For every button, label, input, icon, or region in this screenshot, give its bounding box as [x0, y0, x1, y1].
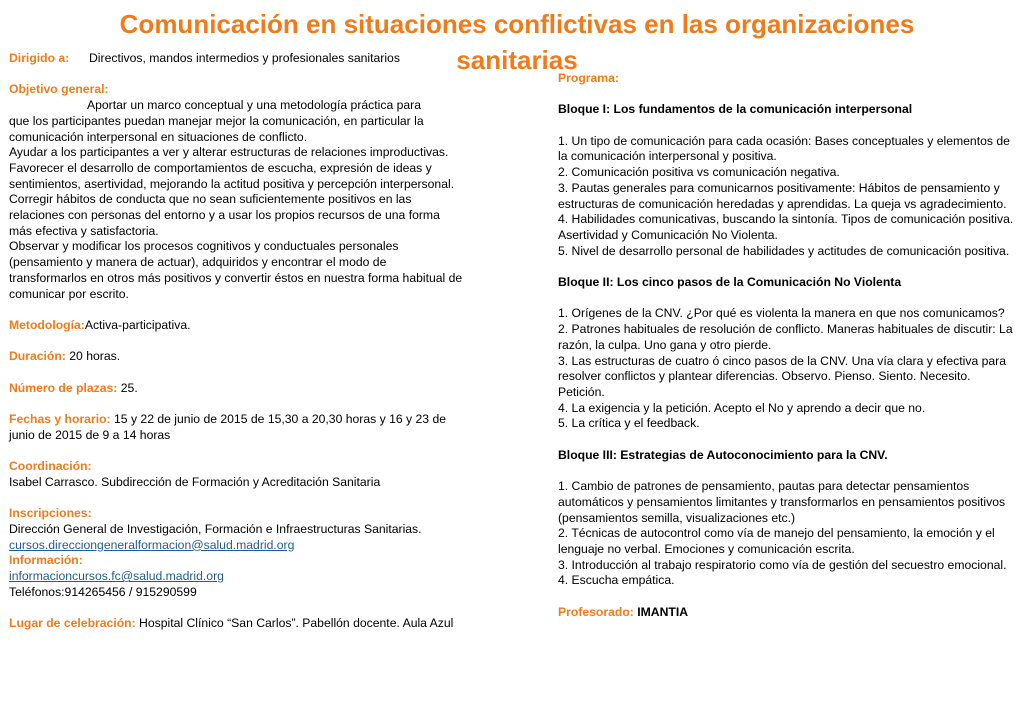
informacion-email-link[interactable]: informacioncursos.fc@salud.madrid.org [9, 569, 224, 584]
program-item: 1. Orígenes de la CNV. ¿Por qué es violenta la manera en que nos comunicamos? [558, 306, 1005, 321]
coordinacion-value: Isabel Carrasco. Subdirección de Formación y Acreditación Sanitaria [9, 474, 381, 489]
left-column [9, 51, 464, 632]
metodologia-row [9, 318, 464, 334]
objetivo-first-line: Aportar un marco conceptual y una metodología práctica para [87, 98, 421, 113]
dirigido-value: Directivos, mandos intermedios y profesionales sanitarios [89, 51, 400, 65]
profesorado-value: IMANTIA [633, 604, 689, 619]
fechas-value: 15 y 22 de junio de 2015 de 15,30 a 20,30 horas y 16 y 23 de junio de 2015 de 9 a 14 horas [9, 412, 447, 442]
fechas-label: Fechas y horario: [9, 412, 111, 427]
lugar-row [9, 616, 464, 632]
page-title: Comunicación en situaciones conflictivas en las organizaciones sanitarias [119, 9, 915, 75]
duracion-label: Duración: [9, 349, 66, 364]
inscripciones-label: Inscripciones: [9, 506, 92, 521]
plazas-value: 25. [117, 380, 138, 395]
profesorado-row [558, 605, 1016, 621]
lugar-label: Lugar de celebración: [9, 616, 136, 631]
coordinacion-label: Coordinación: [9, 459, 92, 474]
informacion-label: Información: [9, 553, 83, 568]
programa-label: Programa: [558, 71, 619, 85]
profesorado-label: Profesorado: [558, 604, 634, 619]
duracion-value: 20 horas. [65, 349, 121, 364]
dirigido-label: Dirigido a: [9, 51, 70, 65]
program-item: 2. Patrones habituales de resolución de conflicto. Maneras habituales de discutir: La razón, la culpa. Uno gana y otro pierde. [558, 322, 1013, 352]
objetivo-label: Objetivo general: [9, 82, 109, 97]
right-column [558, 71, 1016, 621]
telefonos: Teléfonos:914265456 / 915290599 [9, 584, 197, 599]
program-item: 1. Un tipo de comunicación para cada ocasión: Bases conceptuales y elementos de la comunicación interpersonal y positiva. [558, 133, 1010, 164]
metodologia-value: Activa-participativa. [84, 317, 191, 332]
program-item: 1. Cambio de patrones de pensamiento, pautas para detectar pensamientos automáticos y pensamientos limitantes y transformarlos en pensamientos positivos (pensamientos semilla, visualizaciones etc.) [558, 479, 1006, 525]
objetivo-item: Observar y modificar los procesos cognitivos y conductuales personales (pensamiento y manera de actuar), adquiridos y encontrar el modo de transformarlos en otros más positivos y convertir éstos en nuestra forma habitual de comunicar por escrito. [9, 239, 463, 301]
program-item: 5. Nivel de desarrollo personal de habilidades y actitudes de comunicación positiva. [558, 243, 1010, 258]
program-item: 2. Técnicas de autocontrol como vía de manejo del pensamiento, la emoción y el lenguaje no verbal. Emociones y comunicación escrita. [558, 526, 995, 556]
program-item: 3. Pautas generales para comunicarnos positivamente: Hábitos de pensamiento y estructuras de comunicación heredadas y aprendidas. La queja vs agradecimiento. [558, 180, 1007, 211]
plazas-row [9, 381, 464, 397]
plazas-label: Número de plazas: [9, 380, 118, 395]
program-item: 3. Las estructuras de cuatro ó cinco pasos de la CNV. Una vía clara y efectiva para resolver conflictos y plantear diferencias. Observo. Pienso. Siento. Necesito. Petición. [558, 353, 1007, 399]
program-item: 4. La exigencia y la petición. Acepto el No y aprendo a decir que no. [558, 400, 926, 415]
objetivo-item: Favorecer el desarrollo de comportamientos de escucha, expresión de ideas y sentimientos, asertividad, mejorando la actitud positiva y percepción interpersonal. [9, 160, 455, 191]
bloque-heading: Bloque II: Los cinco pasos de la Comunicación No Violenta [558, 275, 902, 290]
inscripciones-email-link[interactable]: cursos.direcciongeneralformacion@salud.madrid.org [9, 537, 295, 552]
objetivo-rest: que los participantes puedan manejar mejor la comunicación, en particular la comunicación interpersonal en situaciones de conflicto. [9, 113, 424, 144]
objetivo-item: Ayudar a los participantes a ver y alterar estructuras de relaciones improductivas. [9, 145, 449, 160]
duracion-row [9, 349, 464, 365]
program-item: 3. Introducción al trabajo respiratorio como vía de gestión del secuestro emocional. [558, 557, 1007, 572]
program-item: 4. Habilidades comunicativas, buscando la sintonía. Tipos de comunicación positiva. Asertividad y Comunicación No Violenta. [558, 212, 1014, 242]
program-item: 4. Escucha empática. [558, 573, 675, 588]
dirigido-row [9, 51, 464, 67]
inscripciones-value: Dirección General de Investigación, Formación e Infraestructuras Sanitarias. [9, 521, 422, 536]
lugar-value: Hospital Clínico “San Carlos”. Pabellón docente. Aula Azul [135, 616, 454, 631]
program-item: 5. La crítica y el feedback. [558, 416, 700, 431]
metodologia-label: Metodología: [9, 317, 85, 332]
bloque-heading: Bloque I: Los fundamentos de la comunicación interpersonal [558, 102, 913, 117]
program-item: 2. Comunicación positiva vs comunicación negativa. [558, 165, 840, 180]
bloque-heading: Bloque III: Estrategias de Autoconocimiento para la CNV. [558, 447, 888, 462]
objetivo-item: Corregir hábitos de conducta que no sean suficientemente positivos en las relaciones con personas del entorno y a usar los propios recursos de una forma más efectiva y satisfactoria. [9, 192, 440, 238]
fechas-row [9, 412, 464, 443]
